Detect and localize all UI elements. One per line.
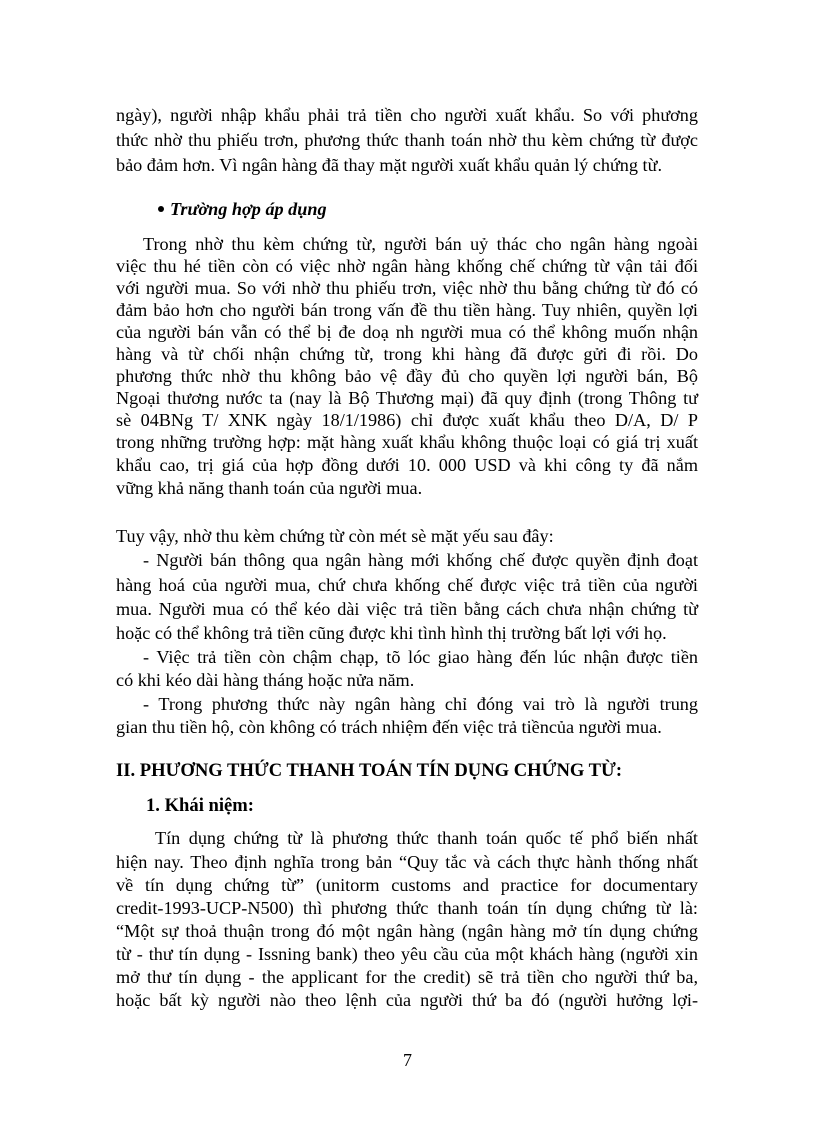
paragraph-line: hiện nay. Theo định nghĩa trong bản “Quy tắc và cách thực hành thống nhất: [116, 852, 698, 872]
paragraph-line: từ - thư tín dụng - Issning bank) theo yêu cầu của một khách hàng (người xin: [116, 944, 698, 964]
list-item-line: - Người bán thông qua ngân hàng mới khống chế được quyền định đoạt: [143, 550, 698, 570]
list-item-line: hàng hoá của người mua, chứ chưa khống chế được việc trả tiền của người: [116, 575, 698, 595]
list-item-line: - Trong phương thức này ngân hàng chỉ đóng vai trò là người trung: [143, 694, 698, 714]
paragraph-line: Ngoại thương nước ta (nay là Bộ Thương mại) đã quy định (trong Thông tư: [116, 388, 698, 408]
paragraph-line: bảo đảm hơn. Vì ngân hàng đã thay mặt người xuất khẩu quản lý chứng từ.: [116, 155, 662, 175]
bullet-icon: [158, 206, 164, 212]
page-number: 7: [403, 1050, 412, 1070]
section-heading: II. PHƯƠNG THỨC THANH TOÁN TÍN DỤNG CHỨNG TỪ:: [116, 760, 623, 781]
paragraph-line: về tín dụng chứng từ” (unitorm customs and practice for documentary: [116, 875, 698, 895]
paragraph-line: của người bán vẫn có thể bị đe doạ nh người mua có thể không muốn nhận: [116, 322, 698, 342]
list-item-line: hoặc có thể không trả tiền cũng được khi tình hình thị trường bất lợi với họ.: [116, 623, 667, 643]
paragraph-line: phương thức nhờ thu không bảo vệ đầy đủ cho quyền lợi người bán, Bộ: [116, 366, 698, 386]
paragraph-line: hoặc bất kỳ người nào theo lệnh của người thứ ba đó (người hưởng lợi-: [116, 990, 698, 1010]
list-item-line: mua. Người mua có thể kéo dài việc trả tiền bằng cách chưa nhận chứng từ: [116, 599, 698, 619]
paragraph-line: trong những trường hợp: mặt hàng xuất khẩu không thuộc loại có giá trị xuất: [116, 432, 698, 452]
paragraph-line: việc thu hé tiền còn có việc nhờ ngân hàng khống chế chứng từ vận tải đối: [116, 256, 698, 276]
paragraph-line: “Một sự thoả thuận trong đó một ngân hàng (ngân hàng mở tín dụng chứng: [116, 921, 698, 941]
paragraph-line: vững khả năng thanh toán của người mua.: [116, 478, 423, 498]
paragraph-line: ngày), người nhập khẩu phải trả tiền cho người xuất khẩu. So với phương: [116, 105, 698, 125]
paragraph-line: mở thư tín dụng - the applicant for the credit) sẽ trả tiền cho người thứ ba,: [116, 967, 698, 987]
paragraph-line: đảm bảo hơn cho người bán trong vấn đề thu tiền hàng. Tuy nhiên, quyền lợi: [116, 300, 698, 320]
paragraph-line: Tín dụng chứng từ là phương thức thanh toán quốc tế phổ biến nhất: [155, 828, 698, 848]
list-item-line: có khi kéo dài hàng tháng hoặc nửa năm.: [116, 670, 415, 690]
paragraph-line: Tuy vậy, nhờ thu kèm chứng từ còn mét sè mặt yếu sau đây:: [116, 526, 554, 546]
paragraph-line: thức nhờ thu phiếu trơn, phương thức thanh toán nhờ thu kèm chứng từ được: [116, 130, 698, 150]
paragraph-line: Trong nhờ thu kèm chứng từ, người bán uỷ thác cho ngân hàng ngoài: [143, 234, 698, 254]
list-item-line: gian thu tiền hộ, còn không có trách nhiệm đến việc trả tiềncủa người mua.: [116, 717, 662, 737]
paragraph-line: sè 04BNg T/ XNK ngày 18/1/1986) chỉ được xuất khẩu theo D/A, D/ P: [116, 410, 698, 430]
paragraph-line: hàng và từ chối nhận chứng từ, trong khi hàng đã được gửi đi rồi. Do: [116, 344, 698, 364]
paragraph-line: credit-1993-UCP-N500) thì phương thức thanh toán tín dụng chứng từ là:: [116, 898, 698, 918]
list-item-line: - Việc trả tiền còn chậm chạp, tõ lóc giao hàng đến lúc nhận được tiền: [143, 647, 698, 667]
paragraph-line: khẩu cao, trị giá của hợp đồng dưới 10. 000 USD và khi công ty đã nắm: [116, 455, 698, 475]
subheading-text: Trường hợp áp dụng: [170, 199, 327, 219]
subsection-heading: 1. Khái niệm:: [146, 795, 254, 816]
subheading: [158, 199, 327, 220]
paragraph-line: với người mua. So với nhờ thu phiếu trơn, việc nhờ thu bằng chứng từ đó có: [116, 278, 698, 298]
